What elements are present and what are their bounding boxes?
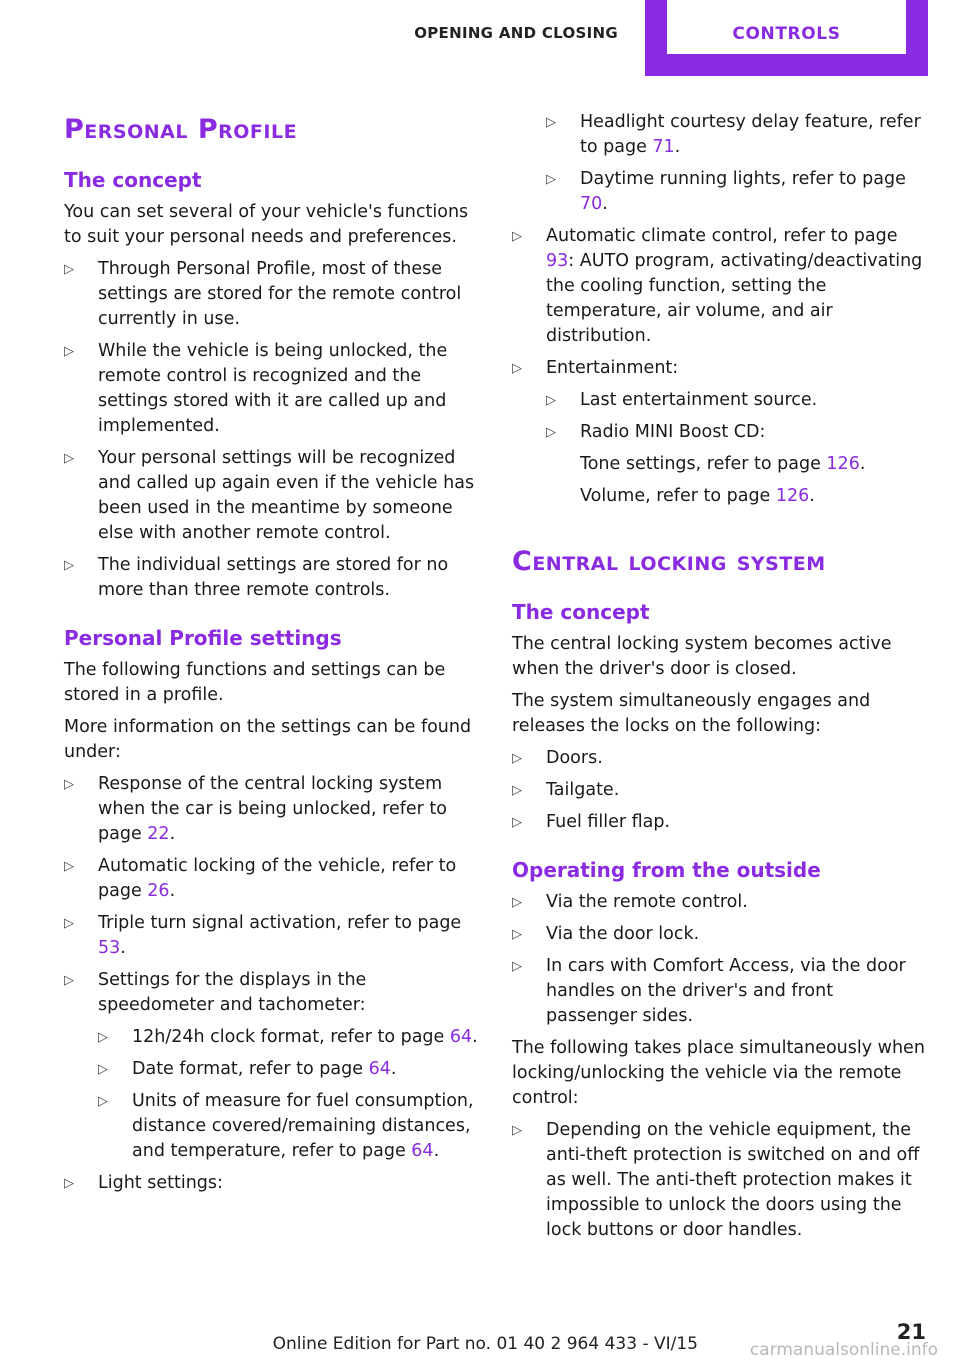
display-sublist [98, 1025, 482, 1164]
chapter-tab [645, 0, 928, 76]
item-text: Automatic locking of the vehicle, refer to page [98, 856, 457, 901]
list-item: ▷ Your personal settings will be recognized and called up again even if the vehicle has been used in the meantime by someone else with another remote control. [64, 446, 482, 553]
list-item: ▷ Fuel filler flap. [512, 810, 926, 842]
item-text: Triple turn signal activation, refer to page [98, 913, 462, 933]
list-item: ▷ In cars with Comfort Access, via the door handles on the driver's and front passenger sides. [512, 954, 926, 1036]
settings-list [64, 772, 482, 1203]
page-link[interactable]: 22 [147, 824, 170, 844]
section-title-personal-profile: Personal Profile [64, 114, 298, 145]
list-item: ▷ Triple turn signal activation, refer to page 53. [64, 911, 482, 968]
list-item: ▷ Doors. [512, 746, 926, 778]
list-item: ▷ Via the remote control. [512, 890, 926, 922]
tone-line: Tone settings, refer to page 126. [580, 454, 866, 474]
page-link[interactable]: 64 [368, 1059, 391, 1079]
page-link[interactable]: 53 [98, 938, 121, 958]
item-text: 12h/24h clock format, refer to page [132, 1027, 450, 1047]
page-link[interactable]: 71 [652, 137, 675, 157]
list-item [64, 968, 482, 1171]
list-item: ▷ Automatic locking of the vehicle, refer to page 26. [64, 854, 482, 911]
list-item: ▷ Last entertainment source. [546, 388, 926, 420]
subheading-concept: The concept [512, 600, 650, 624]
concept-paragraph-2: The system simultaneously engages and releases the locks on the following: [512, 691, 871, 736]
item-text: Headlight courtesy delay feature, refer to page [580, 112, 921, 157]
list-item: ▷ Through Personal Profile, most of these settings are stored for the remote control currently in use. [64, 257, 482, 339]
list-item: ▷ While the vehicle is being unlocked, the remote control is recognized and the settings stored with it are called up and implemented. [64, 339, 482, 446]
page-link[interactable]: 64 [411, 1141, 434, 1161]
item-text: Entertainment: [546, 358, 679, 378]
outside-list [512, 890, 926, 1036]
list-item [512, 224, 926, 356]
settings-paragraph-1: The following functions and settings can be stored in a profile. [64, 660, 446, 705]
list-item [546, 420, 926, 509]
page-number: 21 [896, 1320, 926, 1344]
page-link[interactable]: 126 [826, 454, 860, 474]
item-text: Tone settings, refer to page [580, 454, 827, 474]
item-text: : AUTO program, activating/deactivating the cooling function, setting the temperature, air volume, and air distribution. [546, 251, 923, 346]
outside-paragraph: The following takes place simultaneously when locking/unlocking the vehicle via the remote control: [512, 1038, 925, 1108]
list-item: ▷ Headlight courtesy delay feature, refer to page 71. [546, 110, 926, 167]
subheading-operating-outside: Operating from the outside [512, 858, 821, 882]
chapter-tab-label: CONTROLS [667, 0, 906, 54]
page-link[interactable]: 26 [147, 881, 170, 901]
section-title-central-locking: Central locking system [512, 546, 826, 577]
page-link[interactable]: 126 [775, 486, 810, 506]
item-text: Radio MINI Boost CD: [580, 422, 766, 442]
concept-paragraph: You can set several of your vehicle's functions to suit your personal needs and preferences. [64, 202, 469, 247]
antitheft-list [512, 1118, 926, 1250]
light-sublist [546, 110, 926, 224]
more-settings-list [512, 224, 926, 516]
edition-note: Online Edition for Part no. 01 40 2 964 433 - VI/15 [272, 1334, 698, 1354]
item-text: Settings for the displays in the speedometer and tachometer: [98, 970, 367, 1015]
running-header-section: OPENING AND CLOSING [414, 24, 618, 42]
subheading-concept: The concept [64, 168, 202, 192]
page-link[interactable]: 70 [580, 194, 603, 214]
locks-list [512, 746, 926, 842]
concept-list [64, 257, 482, 610]
list-item: ▷ Date format, refer to page 64. [98, 1057, 482, 1089]
list-item [512, 356, 926, 516]
entertainment-sublist [546, 388, 926, 509]
list-item: ▷ Light settings: [64, 1171, 482, 1203]
list-item: ▷ Response of the central locking system when the car is being unlocked, refer to page 22. [64, 772, 482, 854]
item-text: Automatic climate control, refer to page [546, 226, 898, 246]
right-column [512, 110, 926, 1250]
left-column [64, 110, 482, 1203]
item-text: Daytime running lights, refer to page [580, 169, 906, 189]
list-item: ▷ Tailgate. [512, 778, 926, 810]
list-item: ▷ Depending on the vehicle equipment, the anti-theft protection is switched on and off as well. The anti-theft protection makes it impossible to unlock the doors using the lock buttons or door handles. [512, 1118, 926, 1250]
item-text: Response of the central locking system when the car is being unlocked, refer to page [98, 774, 447, 844]
page-link[interactable]: 93 [546, 251, 569, 271]
subheading-profile-settings: Personal Profile settings [64, 626, 342, 650]
concept-paragraph-1: The central locking system becomes active when the driver's door is closed. [512, 634, 892, 679]
item-text: Date format, refer to page [132, 1059, 369, 1079]
watermark: carmanualsonline.info [749, 1340, 938, 1360]
settings-paragraph-2: More information on the settings can be found under: [64, 717, 472, 762]
page-link[interactable]: 64 [449, 1027, 473, 1047]
list-item: ▷ Via the door lock. [512, 922, 926, 954]
list-item: ▷ 12h/24h clock format, refer to page 64. [98, 1025, 482, 1057]
list-item: ▷ Daytime running lights, refer to page 70. [546, 167, 926, 224]
list-item: ▷ The individual settings are stored for no more than three remote controls. [64, 553, 482, 610]
list-item: ▷ Units of measure for fuel consumption, distance covered/remaining distances, and temperature, refer to page 64. [98, 1089, 482, 1164]
item-text: Units of measure for fuel consumption, distance covered/remaining distances, and temperature, refer to page [132, 1091, 474, 1161]
volume-line: Volume, refer to page 126. [580, 486, 815, 506]
page-footer [0, 1322, 960, 1362]
item-text: Volume, refer to page [580, 486, 776, 506]
